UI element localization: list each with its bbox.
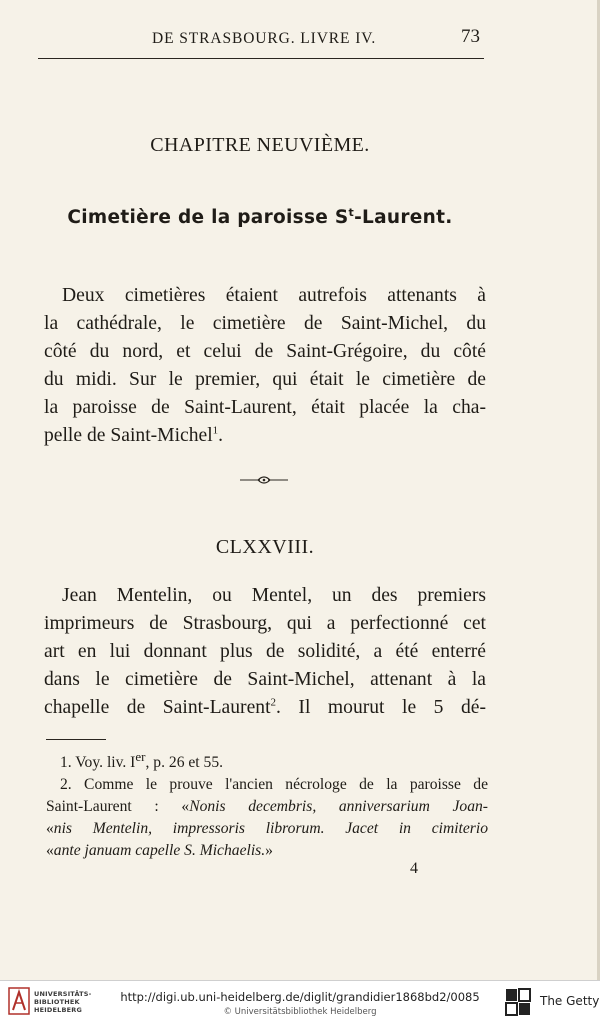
paragraph-text: chapelle de Saint-Laurent <box>44 697 271 718</box>
university-name-line: BIBLIOTHEK <box>34 998 80 1006</box>
section-title <box>0 206 520 228</box>
paragraph-line: imprimeurs de Strasbourg, qui a perfectionné cet <box>44 613 486 634</box>
page-number: 73 <box>461 26 480 47</box>
paragraph-line: la cathédrale, le cimetière de Saint-Michel, du <box>44 313 486 334</box>
paragraph-line: art en lui donnant plus de solidité, a été enterré <box>44 641 486 662</box>
paragraph-line <box>44 422 486 450</box>
footnote-latin-quote: Nonis decembris, anniversarium Joan- <box>189 798 488 816</box>
paragraph-line: côté du nord, et celui de Saint-Grégoire, du côté <box>44 341 486 362</box>
section-title-end: -Laurent. <box>354 207 453 229</box>
paragraph-line: Deux cimetières étaient autrefois attenants à <box>62 285 486 306</box>
footnote-text: « <box>46 820 54 838</box>
paragraph-line: la paroisse de Saint-Laurent, était placée la cha- <box>44 397 486 418</box>
footnote-latin-quote: nis Mentelin, impressoris librorum. Jacet in cimiterio <box>53 820 488 838</box>
permalink-url[interactable]: http://digi.ub.uni-heidelberg.de/diglit/grandidier1868bd2/0085 <box>120 990 480 1004</box>
section-number: CLXXVIII. <box>215 536 315 558</box>
copyright-notice: © Universitätsbibliothek Heidelberg <box>223 1007 377 1017</box>
footnote-2-line <box>46 818 488 840</box>
paragraph-text: . Il mourut le 5 dé- <box>276 697 486 718</box>
university-name-line: UNIVERSITÄTS- <box>34 990 92 998</box>
getty-logo-icon <box>504 987 532 1017</box>
paragraph-line: Jean Mentelin, ou Mentel, un des premiers <box>62 585 486 606</box>
paragraph-text: . <box>218 425 224 446</box>
footnote-superscript: er <box>135 749 146 764</box>
viewer-footer <box>0 980 600 1024</box>
printer-signature-mark: 4 <box>410 860 418 877</box>
paragraph-cemeteries <box>44 282 486 450</box>
university-name-line: HEIDELBERG <box>34 1006 83 1014</box>
paragraph-line: du midi. Sur le premier, qui était le cimetière de <box>44 369 486 390</box>
footnote-1 <box>46 746 488 774</box>
section-title-superscript: t <box>348 206 355 219</box>
footnote-2-line: 2. Comme le prouve l'ancien nécrologe de la paroisse de <box>60 776 488 794</box>
paragraph-mentelin <box>44 582 486 722</box>
footnotes <box>46 746 488 862</box>
footnote-2-line <box>46 796 488 818</box>
footnote-reference: 1 <box>212 424 219 437</box>
footnote-latin-quote: ante januam capelle S. Michaelis. <box>53 842 266 860</box>
getty-name: The Getty <box>540 994 600 1008</box>
chapter-heading: CHAPITRE NEUVIÈME. <box>150 134 370 156</box>
footnote-reference: 2 <box>270 696 277 709</box>
running-header <box>38 24 484 59</box>
footnote-text: » <box>265 842 273 860</box>
paragraph-line: dans le cimetière de Saint-Michel, attenant à la <box>44 669 486 690</box>
footnote-divider <box>46 739 106 740</box>
footnote-text: Saint-Laurent : « <box>46 798 190 816</box>
paragraph-line <box>44 694 486 722</box>
section-title-main: Cimetière de la paroisse S <box>67 207 349 229</box>
footnote-text: « <box>46 842 54 860</box>
paragraph-text: pelle de Saint-Michel <box>44 425 213 446</box>
ornament-divider-icon <box>238 471 290 489</box>
footnote-text: , p. 26 et 55. <box>145 754 224 772</box>
footnote-text: 1. Voy. liv. I <box>60 754 136 772</box>
running-title: DE STRASBOURG. LIVRE IV. <box>152 30 377 47</box>
footnote-2-line <box>46 840 488 862</box>
